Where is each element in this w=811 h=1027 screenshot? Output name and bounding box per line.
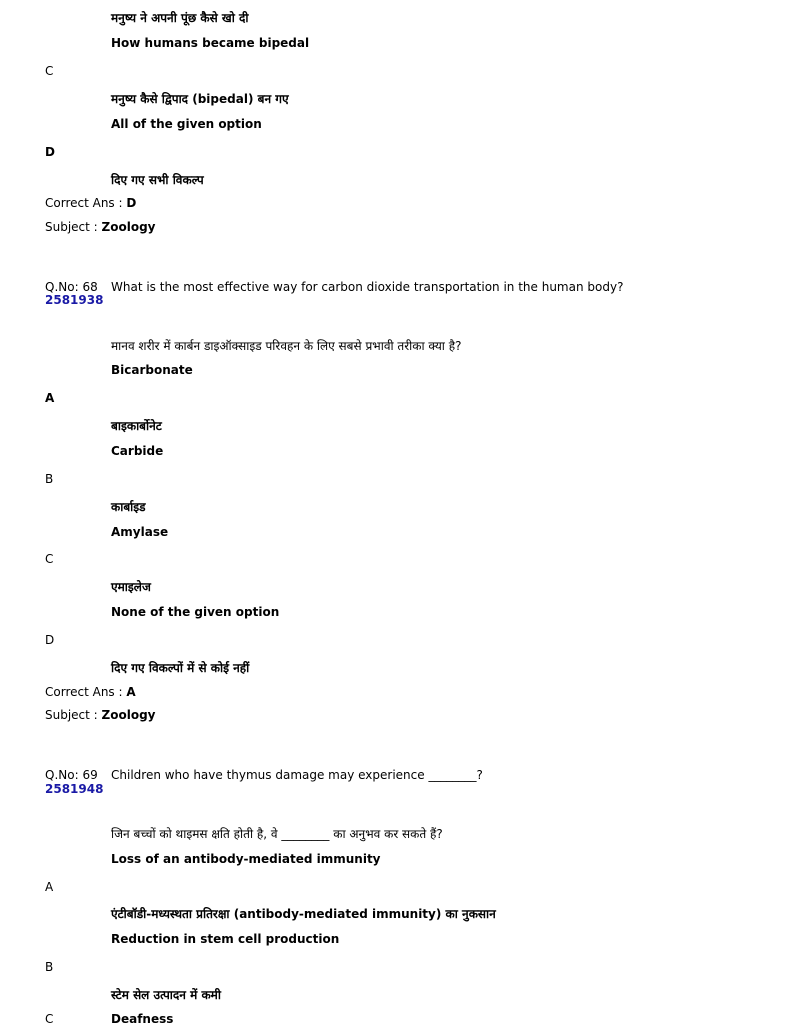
q68-option-a-english: Bicarbonate [111, 363, 193, 377]
q68-option-c-hindi: एमाइलेज [111, 580, 151, 594]
q68-option-c-letter: C [45, 552, 54, 566]
q69-option-b-english: Reduction in stem cell production [111, 932, 340, 946]
q68-option-d-letter: D [45, 633, 55, 647]
q69-number [45, 768, 98, 782]
qno-value: 68 [82, 280, 98, 294]
correct-answer-value: D [126, 196, 137, 210]
q69-option-c-english: Deafness [111, 1012, 174, 1026]
q68-number [45, 280, 98, 294]
q69-option-a-hindi: एंटीबॉडी-मध्यस्थता प्रतिरक्षा (antibody-mediated immunity) का नुकसान [111, 907, 496, 921]
q69-option-c-letter: C [45, 1012, 54, 1026]
q68-correct-answer [45, 685, 136, 699]
q68-option-b-letter: B [45, 472, 54, 486]
qno-value: 69 [82, 768, 98, 782]
subject-value: Zoology [101, 220, 156, 234]
q69-option-b-hindi: स्टेम सेल उत्पादन में कमी [111, 988, 221, 1002]
q69-question-english: Children who have thymus damage may experience ________? [111, 768, 483, 782]
q68-question-english: What is the most effective way for carbon dioxide transportation in the human body? [111, 280, 624, 294]
correct-answer-label: Correct Ans : [45, 196, 123, 210]
subject-label: Subject : [45, 220, 98, 234]
q69-question-id: 2581948 [45, 782, 104, 796]
q68-option-a-hindi: बाइकार्बोनेट [111, 419, 162, 433]
q68-option-b-hindi: कार्बाइड [111, 500, 146, 514]
q67-subject [45, 220, 156, 234]
q67-option-c-letter: C [45, 64, 54, 78]
q69-option-b-letter: B [45, 960, 54, 974]
q67-option-d-hindi: दिए गए सभी विकल्प [111, 173, 204, 187]
q68-option-c-english: Amylase [111, 525, 169, 539]
q67-option-d-letter: D [45, 145, 55, 159]
q67-option-c-hindi: मनुष्य कैसे द्विपाद (bipedal) बन गए [111, 92, 289, 106]
q67-option-c-english: How humans became bipedal [111, 36, 310, 50]
q69-question-hindi: जिन बच्चों को थाइमस क्षति होती है, वे ________ का अनुभव कर सकते हैं? [111, 827, 443, 841]
q68-option-a-letter: A [45, 391, 55, 405]
q67-option-d-english: All of the given option [111, 117, 262, 131]
q68-question-id: 2581938 [45, 293, 104, 307]
subject-label: Subject : [45, 708, 98, 722]
q67-option-b-hindi: मनुष्य ने अपनी पूंछ कैसे खो दी [111, 11, 249, 25]
q67-correct-answer [45, 196, 136, 210]
q68-option-d-hindi: दिए गए विकल्पों में से कोई नहीं [111, 661, 250, 675]
correct-answer-value: A [126, 685, 136, 699]
q68-option-b-english: Carbide [111, 444, 164, 458]
qno-label: Q.No: [45, 280, 79, 294]
q68-question-hindi: मानव शरीर में कार्बन डाइऑक्साइड परिवहन के लिए सबसे प्रभावी तरीका क्या है? [111, 339, 462, 353]
subject-value: Zoology [101, 708, 156, 722]
q69-option-a-english: Loss of an antibody-mediated immunity [111, 852, 381, 866]
q69-option-a-letter: A [45, 880, 54, 894]
correct-answer-label: Correct Ans : [45, 685, 123, 699]
qno-label: Q.No: [45, 768, 79, 782]
q68-subject [45, 708, 156, 722]
q68-option-d-english: None of the given option [111, 605, 280, 619]
